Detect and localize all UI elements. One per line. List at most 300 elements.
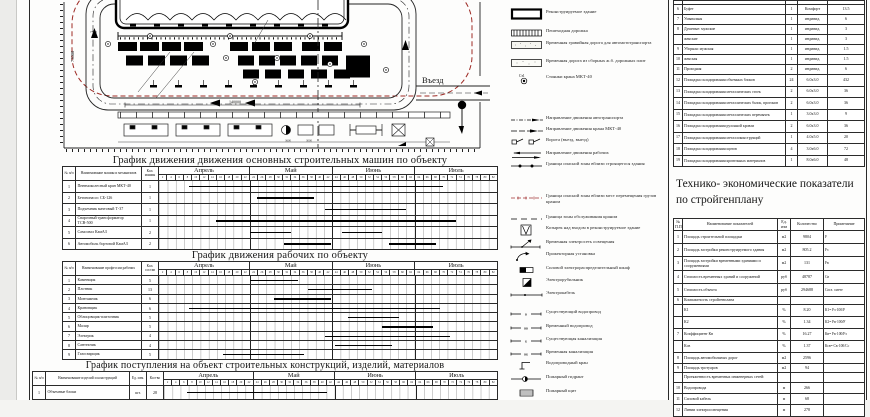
switch-icon (510, 276, 546, 288)
row-type: 8.0х6.0 (798, 155, 828, 167)
row-qty: 1 (142, 204, 159, 216)
month-header: Апрель (159, 167, 250, 175)
tep-row (674, 305, 865, 317)
row-qty: 4 (786, 144, 798, 156)
day-header: 60 (398, 175, 406, 181)
row-type: 6.0х3.0 (798, 75, 828, 87)
day-header: 4 (172, 380, 180, 386)
row-qty: 48787 (791, 271, 824, 284)
row-qty: 1.34 (791, 317, 824, 329)
legend-label: Временная гравийная дорога для автомототранспорта (546, 40, 652, 45)
timeline (159, 276, 498, 285)
row-unit: м2 (778, 231, 791, 244)
gantt-row (33, 386, 498, 400)
tep-row (674, 244, 865, 257)
day-header: 18 (229, 380, 237, 386)
row-name: Проходная (683, 65, 786, 75)
row-unit: % (778, 329, 791, 341)
row-unit: % (778, 317, 791, 329)
row-name: Стоимость временных зданий и сооружений (683, 271, 778, 284)
row-num: 6 (63, 238, 76, 250)
temp-water-icon (510, 322, 546, 334)
row-note: Ксв= Св·100/Сс (824, 341, 865, 353)
row-num: 3 (63, 204, 76, 216)
row-type: индивид. (798, 55, 828, 65)
row-num: 9 (674, 364, 683, 373)
day-header: 74 (457, 380, 465, 386)
row-area: 48 (828, 155, 865, 167)
legend (510, 0, 670, 400)
month-separator (250, 204, 251, 215)
day-header: 28 (269, 380, 277, 386)
day-header: 62 (408, 380, 416, 386)
day-header: 82 (489, 380, 497, 386)
gantt-row (63, 192, 498, 204)
month-separator (332, 341, 333, 349)
machines-gantt (62, 166, 498, 250)
day-header: 48 (349, 175, 357, 181)
row-name: Компактность стройгенплана (683, 297, 778, 305)
month-separator (415, 313, 416, 321)
timeline (159, 238, 498, 250)
month-separator (250, 295, 251, 303)
row-qty: 2 (142, 238, 159, 250)
tep-row (674, 329, 865, 341)
gantt-row (63, 303, 498, 312)
day-header: 38 (307, 270, 315, 276)
day-header: 14 (208, 270, 216, 276)
month-separator (415, 193, 416, 204)
day-header: 14 (208, 175, 216, 181)
row-name: Площадка складирования металлоконструкций (683, 132, 786, 144)
day-header: 64 (415, 175, 423, 181)
day-header: 82 (489, 270, 497, 276)
row-num: 1 (33, 386, 46, 400)
day-header: 62 (406, 175, 414, 181)
row-name: Линии электроосвещения (683, 405, 778, 417)
day-header: 34 (291, 175, 299, 181)
row-num: 2 (63, 192, 76, 204)
gantt-row (63, 285, 498, 294)
existing-water-icon (510, 308, 546, 320)
month-separator (332, 350, 333, 358)
row-qty: 294688 (791, 284, 824, 297)
row-name: Ксв (683, 341, 778, 353)
day-header: 26 (258, 175, 266, 181)
legend-item-fire-shield (510, 387, 668, 399)
col-header: № п/п (63, 167, 76, 181)
row-note: К2= Fв·100/F (824, 317, 865, 329)
gantt-bar (325, 209, 406, 210)
day-header: 16 (220, 380, 228, 386)
tep-row (674, 394, 865, 405)
day-header: 4 (167, 270, 175, 276)
legend-label: Пожарный гидрант (546, 374, 584, 379)
row-name: Площадь застройки реконструируемого здания (683, 244, 778, 257)
legend-label: Временная дорога из сборных ж.б. дорожных плит (546, 58, 646, 63)
row-num: 2 (63, 285, 76, 294)
day-header: 80 (481, 380, 489, 386)
row-name: Объемные блоки (46, 386, 130, 400)
day-header: 36 (302, 380, 310, 386)
row-qty: 1 (142, 181, 159, 193)
legend-item-water-tap (510, 359, 668, 371)
row-num: 11 (674, 394, 683, 405)
col-header: Примечание (824, 219, 865, 231)
explication-grid (673, 0, 865, 167)
month-header: Июль (416, 372, 498, 380)
row-qty: 13 (142, 285, 159, 294)
gantt-bar (216, 220, 456, 221)
row-num: 3 (63, 294, 76, 303)
row-name: Уборная: мужская (683, 45, 786, 55)
legend-label: Существующая канализация (546, 336, 602, 341)
legend-label: Временная канализация (546, 349, 593, 354)
dim-label-a: 3600 (285, 138, 291, 143)
day-header: 12 (200, 175, 208, 181)
row-num: 18 (674, 144, 683, 156)
row-qty: 5 (142, 322, 159, 331)
row-name: Автомобиль бортовой КамАЗ (76, 238, 142, 250)
row-qty: 8.20 (791, 305, 824, 317)
col-header: № П.П (675, 218, 682, 229)
day-header: 42 (324, 270, 332, 276)
temp-lighting-icon (510, 238, 546, 250)
gantt-row (63, 294, 498, 303)
row-name: Газосварщик (76, 350, 142, 359)
day-header: 32 (286, 380, 294, 386)
row-unit (778, 297, 791, 305)
day-header: 38 (310, 380, 318, 386)
tep-row (674, 297, 865, 305)
row-note (824, 405, 865, 417)
day-header: 18 (225, 175, 233, 181)
pedestrian-path-icon (510, 27, 546, 39)
row-qty: 2 (786, 98, 798, 110)
legend-item-power-cabinet (510, 264, 668, 276)
explication-row (674, 98, 865, 110)
row-num: 10 (674, 383, 683, 394)
col-header: Кол. машин (142, 167, 159, 181)
row-note: F (824, 231, 865, 244)
gantt-bar (250, 280, 297, 281)
row-num: 4 (63, 215, 76, 227)
day-header: 16 (216, 175, 224, 181)
day-header: 8 (183, 270, 191, 276)
row-name: Площадка складирования кровельных материалов (683, 155, 786, 167)
legend-label: Электрокабель (546, 290, 576, 295)
gantt-bar (308, 289, 372, 290)
row-qty: 1 (142, 192, 159, 204)
col-header: Наименование машин и механизмов (76, 167, 142, 181)
day-header: 16 (216, 270, 224, 276)
row-num: 12 (674, 75, 683, 87)
row-name: Плотник (76, 285, 142, 294)
row-unit: шт. (130, 386, 147, 400)
day-header: 60 (398, 270, 406, 276)
row-qty: 131 (791, 257, 824, 271)
row-name: Площадка складирования рулонной кровли (683, 121, 786, 133)
row-area: 1.5 (828, 45, 865, 55)
row-name: Силовой кабель (683, 394, 778, 405)
legend-item-temp-lighting (510, 238, 668, 250)
day-header: 82 (489, 175, 497, 181)
row-name: Стоимость объекта (683, 284, 778, 297)
row-unit: м2 (778, 244, 791, 257)
month-separator (332, 276, 333, 284)
legend-item-entrance-canopy (510, 224, 668, 236)
row-qty: 4 (142, 331, 159, 340)
day-header: 78 (473, 270, 481, 276)
tep-row (674, 231, 865, 244)
row-area: 20 (828, 132, 865, 144)
tep-title (676, 177, 866, 208)
legend-label: Реконструируемое здание (546, 9, 597, 14)
legend-label: Временная электросеть освещения (546, 239, 615, 244)
row-qty: 1 (142, 215, 159, 227)
month-separator (332, 193, 333, 204)
row-area: 9 (828, 109, 865, 121)
gantt-row (63, 331, 498, 340)
day-header: 34 (291, 270, 299, 276)
tep-row (674, 341, 865, 353)
row-type: 6.0х3.0 (798, 121, 828, 133)
row-num: 17 (674, 132, 683, 144)
row-name: Маляр (76, 322, 142, 331)
month-separator (250, 341, 251, 349)
row-qty: 2596 (791, 353, 824, 364)
gantt-row (63, 322, 498, 331)
row-note: Fз (824, 244, 865, 257)
day-header: 64 (416, 380, 424, 386)
tep-row (674, 257, 865, 271)
row-num: 3 (674, 257, 683, 271)
gantt-bar (189, 308, 439, 309)
legend-label: Пешеходная дорожка (546, 28, 588, 33)
row-qty: 1.37 (791, 341, 824, 353)
day-header: 46 (340, 175, 348, 181)
legend-item-temp-water (510, 322, 668, 334)
row-area: 36 (828, 121, 865, 133)
month-separator (250, 332, 251, 340)
day-header: 2 (159, 270, 167, 276)
row-name: Площадь автомобильных дорог (683, 353, 778, 364)
day-header: 28 (266, 175, 274, 181)
row-qty: 9804 (791, 231, 824, 244)
machines-table-title: График движения движения основных строительных машин по объекту (112, 155, 448, 166)
row-area: 3 (828, 25, 865, 35)
svg-text:к: к (525, 338, 527, 344)
col-header: Ед. изм (778, 219, 791, 231)
day-header: 26 (258, 270, 266, 276)
day-header: 4 (167, 175, 175, 181)
month-header: Июль (415, 167, 498, 175)
row-type: 3.0х3.0 (798, 109, 828, 121)
gantt-row (63, 276, 498, 285)
sheet-edge (0, 0, 17, 400)
col-header: Кол-во (147, 372, 164, 386)
day-header: 24 (249, 270, 257, 276)
day-header: 36 (299, 175, 307, 181)
row-num: 6 (674, 5, 683, 15)
water-tap-icon (510, 359, 546, 371)
row-name: Подъемник мачтовый Т-37 (76, 204, 142, 216)
day-header: 36 (299, 270, 307, 276)
row-type: 3.0х6.0 (798, 144, 828, 156)
gantt-bar (189, 186, 443, 187)
month-header: Апрель (159, 262, 250, 270)
row-num (674, 341, 683, 353)
row-note (824, 373, 865, 383)
row-qty: 1 (786, 55, 798, 65)
legend-item-existing-water (510, 308, 668, 320)
legend-label: Прожекторная установка (546, 251, 595, 256)
row-note: К1= Fз·100/F (824, 305, 865, 317)
row-qty: 5 (142, 313, 159, 322)
day-header: 6 (175, 175, 183, 181)
legend-item-danger-zone-loads (510, 192, 668, 205)
row-note: Св (824, 271, 865, 284)
fire-hydrant-icon (510, 373, 546, 385)
timeline (159, 341, 498, 350)
row-name: К2 (683, 317, 778, 329)
day-header: 56 (382, 270, 390, 276)
legend-label: Граница зоны обслуживания краном (546, 214, 618, 219)
day-header: 30 (274, 175, 282, 181)
row-num: 12 (674, 405, 683, 417)
row-num (674, 305, 683, 317)
row-qty: 805.2 (791, 244, 824, 257)
svg-text:вв: вв (524, 325, 528, 331)
row-name: Электрик (76, 331, 142, 340)
existing-sewer-icon (510, 335, 546, 347)
explication-row (674, 109, 865, 121)
month-separator (415, 276, 416, 284)
day-header: 54 (375, 380, 383, 386)
gantt-row (63, 227, 498, 239)
explication-row (674, 144, 865, 156)
legend-label: Направление движения автотранспорта (546, 115, 624, 120)
col-header: Наименование изделий и конструкций (46, 372, 130, 386)
row-num: 16 (674, 121, 683, 133)
row-name: Крановщик (76, 303, 142, 312)
tep-row (674, 353, 865, 364)
legend-label: Силовой электрораспределительный шкаф (546, 265, 630, 270)
row-qty: 4 (142, 341, 159, 350)
day-header: 6 (180, 380, 188, 386)
materials-gantt (32, 371, 498, 400)
day-header: 72 (448, 175, 456, 181)
row-num: 8 (674, 25, 683, 35)
col-header: Количество (791, 219, 824, 231)
gantt-row (63, 204, 498, 216)
row-name: Бетононасос СБ-126 (76, 192, 142, 204)
day-header: 22 (241, 270, 249, 276)
row-qty: 16.27 (791, 329, 824, 341)
day-header: 20 (233, 270, 241, 276)
row-qty (791, 297, 824, 305)
day-header: 66 (424, 380, 432, 386)
gantt-bar (284, 243, 331, 244)
day-header: 40 (316, 175, 324, 181)
row-unit: м (778, 383, 791, 394)
day-header: 6 (175, 270, 183, 276)
legend-label: Стоянки крана МКТ-40 (546, 74, 592, 79)
row-note: Fв (824, 257, 865, 271)
legend-item-cable (510, 289, 668, 301)
month-separator (250, 313, 251, 321)
tep-title-line1: Технико- экономические показатели (676, 178, 854, 190)
timeline (159, 285, 498, 294)
row-qty: 278 (791, 405, 824, 417)
row-qty (791, 373, 824, 383)
day-header: 80 (481, 175, 489, 181)
gantt-bar (250, 232, 291, 233)
legend-item-switch (510, 276, 668, 288)
row-qty: 5 (142, 276, 159, 285)
row-qty: 1 (786, 15, 798, 25)
row-name: Водопровода (683, 383, 778, 394)
month-separator (416, 386, 417, 399)
floodlight-icon (510, 250, 546, 262)
month-separator (250, 239, 251, 250)
row-name: Буфет (683, 5, 786, 15)
crane-stop-icon (510, 73, 546, 85)
workers-gantt (62, 261, 498, 360)
row-num: 1 (674, 231, 683, 244)
legend-item-floodlight (510, 250, 668, 262)
day-header: 48 (349, 270, 357, 276)
day-header: 48 (351, 380, 359, 386)
month-separator (335, 386, 336, 399)
tep-row (674, 364, 865, 373)
row-qty: 1 (786, 109, 798, 121)
entrance-label: Въезд (422, 75, 444, 85)
north-symbol (458, 101, 466, 134)
gantt-bar (389, 243, 436, 244)
row-name: Площадь застройки временными зданиями и сооружениями (683, 257, 778, 271)
day-header: 64 (415, 270, 423, 276)
row-area: 6 (828, 15, 865, 25)
workers-grid (62, 261, 498, 360)
site-plan (30, 0, 505, 160)
row-qty: 266 (791, 383, 824, 394)
row-qty: 2 (786, 121, 798, 133)
day-header: 26 (261, 380, 269, 386)
entrance-arrow (474, 91, 482, 96)
materials-table-title: График поступления на объект строительных конструкций, изделий, материалов (85, 360, 445, 371)
row-qty: 5 (142, 350, 159, 359)
workers-table-title: График движения рабочих по объекту (191, 250, 369, 261)
row-area: 72 (828, 144, 865, 156)
row-unit: руб (778, 284, 791, 297)
row-type: 4.0х5.0 (798, 132, 828, 144)
dim-label-b: 3000 (306, 138, 312, 143)
svg-text:в: в (525, 311, 527, 317)
row-num: 9 (63, 350, 76, 359)
row-type: 6.0х3.0 (798, 98, 828, 110)
day-header: 52 (365, 175, 373, 181)
day-header: 24 (253, 380, 261, 386)
row-qty: 2 (142, 227, 159, 239)
day-header: 12 (204, 380, 212, 386)
col-header: Кол. состав (142, 262, 159, 276)
row-note: Согл. смете (824, 284, 865, 297)
row-unit: м (778, 405, 791, 417)
month-separator (415, 350, 416, 358)
day-header: 78 (473, 175, 481, 181)
timeline (159, 227, 498, 239)
